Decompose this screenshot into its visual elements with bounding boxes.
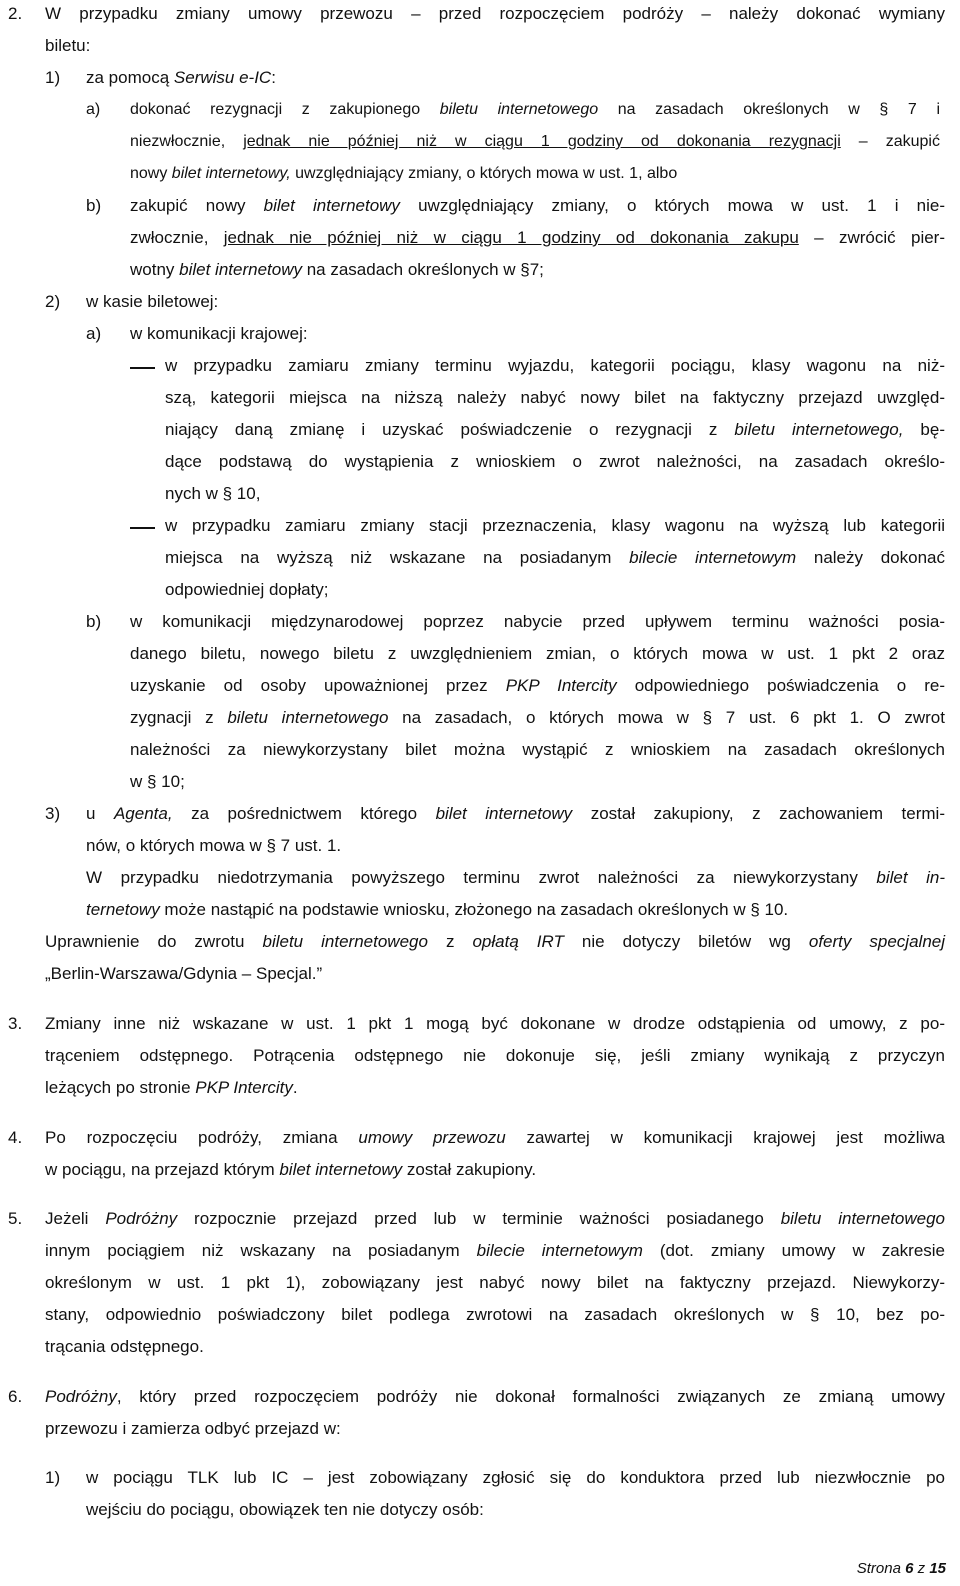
- point-2b-line-6: w § 10;: [130, 772, 185, 791]
- section-4-line-2: w pociągu, na przejazd którym bilet internetowy został zakupiony.: [45, 1160, 537, 1179]
- section-6-point-1-line-2: wejściu do pociągu, obowiązek ten nie dotyczy osób:: [86, 1500, 484, 1519]
- dash-1-line-2: szą, kategorii miejsca na niższą należy nabyć nowy bilet na faktyczny przejazd uwzględ-: [165, 388, 945, 407]
- point-1a-line-2: niezwłocznie, jednak nie później niż w ciągu 1 godziny od dokonania rezygnacji – zakupić: [130, 133, 940, 150]
- point-3-line-2: nów, o których mowa w § 7 ust. 1.: [86, 836, 342, 855]
- point-1-number: 1): [45, 68, 61, 87]
- section-3-line-2: trąceniem odstępnego. Potrącenia odstępnego nie dokonuje się, jeśli zmiany wynikają z przyczyn: [45, 1046, 945, 1065]
- dash-2-line-3: odpowiedniej dopłaty;: [165, 580, 329, 599]
- point-3-line-1: u Agenta, za pośrednictwem którego bilet internetowy został zakupiony, z zachowaniem termi-: [86, 804, 945, 823]
- point-3-line-4: ternetowy może nastąpić na podstawie wniosku, złożonego na zasadach określonych w § 10.: [86, 900, 789, 919]
- point-1b-line-3: wotny bilet internetowy na zasadach określonych w §7;: [130, 260, 544, 279]
- section-4-line-1: Po rozpoczęciu podróży, zmiana umowy przewozu zawartej w komunikacji krajowej jest możliwa: [45, 1128, 946, 1147]
- point-2a-letter: a): [86, 324, 102, 343]
- section-3-line-3: leżących po stronie PKP Intercity.: [45, 1078, 298, 1097]
- section-5-number: 5.: [8, 1209, 23, 1228]
- section-3-line-1: Zmiany inne niż wskazane w ust. 1 pkt 1 mogą być dokonane w drodze odstąpienia od umowy, z po-: [45, 1014, 945, 1033]
- dash-1-line-3: niający daną zmianę i uzyskać poświadczenie o rezygnacji z biletu internetowego, bę-: [165, 420, 945, 439]
- section-3-number: 3.: [8, 1014, 23, 1033]
- point-1b-line-2: zwłocznie, jednak nie później niż w ciągu 1 godziny od dokonania zakupu – zwrócić pier-: [130, 228, 945, 247]
- bullet-dash: [130, 367, 155, 369]
- dash-1-line-5: nych w § 10,: [165, 484, 261, 503]
- section-6-number: 6.: [8, 1387, 23, 1406]
- uprawnienie-line-1: Uprawnienie do zwrotu biletu internetowego z opłatą IRT nie dotyczy biletów wg oferty specjalnej: [45, 932, 945, 951]
- point-1b-letter: b): [86, 196, 102, 215]
- section-2-number: 2.: [8, 4, 23, 23]
- point-1b-line-1: zakupić nowy bilet internetowy uwzględniający zmiany, o których mowa w ust. 1 i nie-: [130, 196, 945, 215]
- point-1-text: za pomocą Serwisu e-IC:: [86, 68, 276, 87]
- section-5-line-2: innym pociągiem niż wskazany na posiadanym bilecie internetowym (dot. zmiany umowy w zakresie: [45, 1241, 946, 1260]
- section-6-line-1: Podróżny, który przed rozpoczęciem podróży nie dokonał formalności związanych ze zmianą umowy: [45, 1387, 945, 1406]
- section-5-line-3: określonym w ust. 1 pkt 1), zobowiązany jest nabyć nowy bilet na faktyczny przejazd. Niewykorzy-: [45, 1273, 945, 1292]
- point-2b-line-4: zygnacji z biletu internetowego na zasadach, o których mowa w § 7 ust. 6 pkt 1. O zwrot: [130, 708, 945, 727]
- point-2b-line-5: należności za niewykorzystany bilet można wystąpić z wnioskiem na zasadach określonych: [130, 740, 945, 759]
- section-4-number: 4.: [8, 1128, 23, 1147]
- point-1a-letter: a): [86, 101, 101, 118]
- section-5-line-5: trącania odstępnego.: [45, 1337, 204, 1356]
- point-2b-line-1: w komunikacji międzynarodowej poprzez nabycie przed upływem terminu ważności posia-: [130, 612, 945, 631]
- dash-1-line-1: w przypadku zamiaru zmiany terminu wyjazdu, kategorii pociągu, klasy wagonu na niż-: [165, 356, 945, 375]
- section-5-line-1: Jeżeli Podróżny rozpocznie przejazd przed lub w terminie ważności posiadanego biletu internetowego: [45, 1209, 946, 1228]
- section-2-intro-line-2: biletu:: [45, 36, 91, 55]
- section-2-intro-line-1: W przypadku zmiany umowy przewozu – przed rozpoczęciem podróży – należy dokonać wymiany: [45, 4, 945, 23]
- point-1a-line-3: nowy bilet internetowy, uwzględniający zmiany, o których mowa w ust. 1, albo: [130, 165, 678, 182]
- point-2b-letter: b): [86, 612, 102, 631]
- section-6-point-1-number: 1): [45, 1468, 61, 1487]
- dash-2-line-2: miejsca na wyższą niż wskazane na posiadanym bilecie internetowym należy dokonać: [165, 548, 945, 567]
- point-2-text: w kasie biletowej:: [86, 292, 219, 311]
- page-footer: Strona 6 z 15: [856, 1560, 946, 1577]
- point-2b-line-2: danego biletu, nowego biletu z uwzględnieniem zmian, o których mowa w ust. 1 pkt 2 oraz: [130, 644, 945, 663]
- point-2b-line-3: uzyskanie od osoby upoważnionej przez PKP Intercity odpowiedniego poświadczenia o re-: [130, 676, 945, 695]
- section-6-point-1-line-1: w pociągu TLK lub IC – jest zobowiązany zgłosić się do konduktora przed lub niezwłocznie po: [86, 1468, 945, 1487]
- point-3-line-3: W przypadku niedotrzymania powyższego terminu zwrot należności za niewykorzystany bilet in-: [86, 868, 945, 887]
- point-2-number: 2): [45, 292, 61, 311]
- point-3-number: 3): [45, 804, 61, 823]
- point-2a-text: w komunikacji krajowej:: [130, 324, 308, 343]
- dash-2-line-1: w przypadku zamiaru zmiany stacji przeznaczenia, klasy wagonu na wyższą lub kategorii: [165, 516, 945, 535]
- dash-1-line-4: dące podstawą do wystąpienia z wnioskiem o zwrot należności, na zasadach określo-: [165, 452, 945, 471]
- point-1a-line-1: dokonać rezygnacji z zakupionego biletu internetowego na zasadach określonych w § 7 i: [130, 101, 941, 118]
- bullet-dash: [130, 527, 155, 529]
- section-5-line-4: stany, odpowiednio poświadczony bilet podlega zwrotowi na zasadach określonych w § 10, bez po-: [45, 1305, 945, 1324]
- uprawnienie-line-2: „Berlin-Warszawa/Gdynia – Specjal.”: [45, 964, 323, 983]
- section-6-line-2: przewozu i zamierza odbyć przejazd w:: [45, 1419, 341, 1438]
